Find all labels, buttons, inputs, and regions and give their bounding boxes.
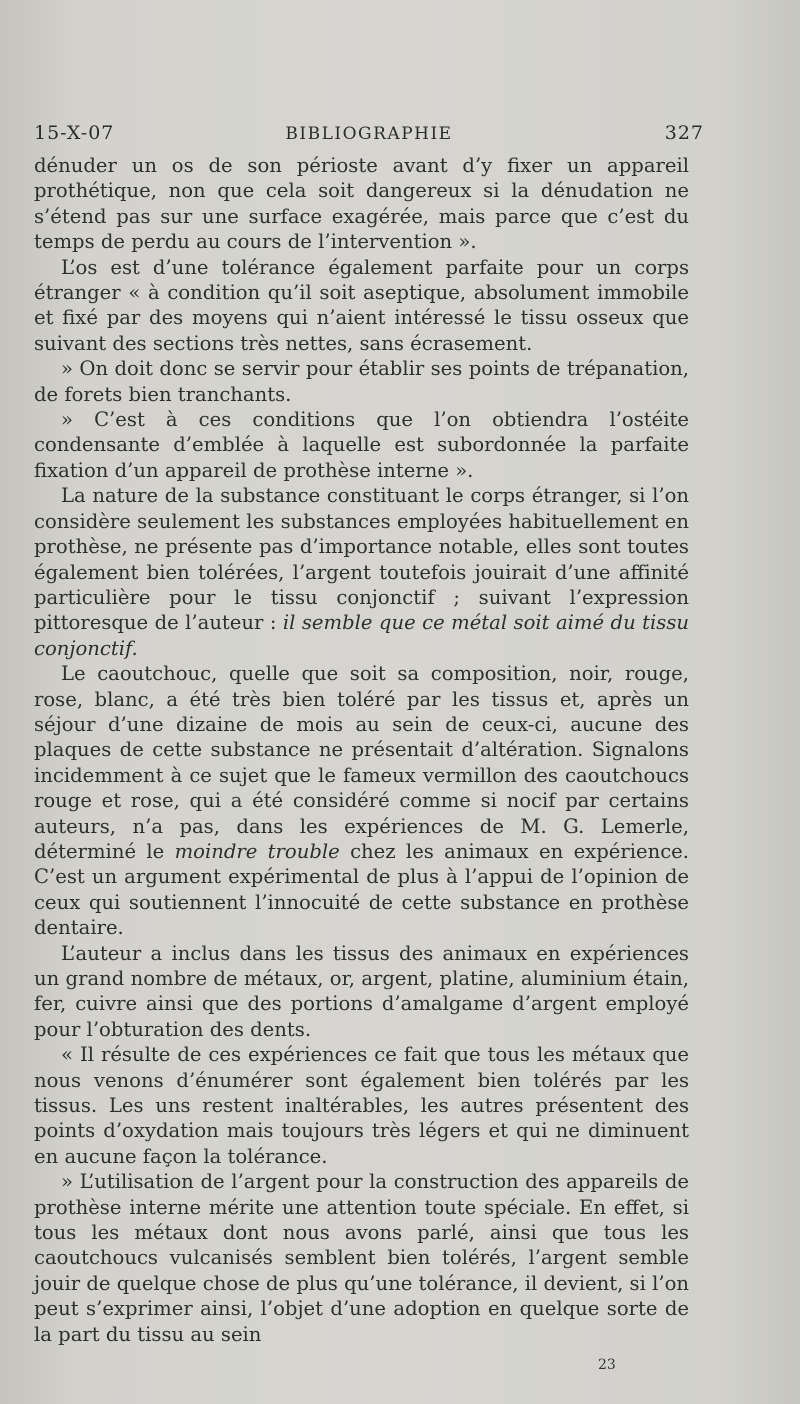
running-header xyxy=(34,122,704,148)
paragraph: » On doit donc se servir pour établir ses points de trépanation, de forets bien tranchants. xyxy=(34,357,689,406)
italic-quote: il semble que ce métal soit aimé du tissu conjonctif. xyxy=(34,611,690,660)
header-title: BIBLIOGRAPHIE xyxy=(285,124,453,144)
page-number: 327 xyxy=(664,122,704,144)
signature-mark: 23 xyxy=(598,1357,616,1373)
paragraph: L’os est d’une tolérance également parfaite pour un corps étranger « à condition qu’il soit aseptique, absolument immobile et fixé par des moyens qui n’aient intéressé le tissu osseux que suivant des sections très nettes, sans écrasement. xyxy=(34,255,689,355)
paragraph: « Il résulte de ces expériences ce fait que tous les métaux que nous venons d’énumérer sont également bien tolérés par les tissus. Les uns restent inaltérables, les autres présentent des points d’oxydation mais toujours très légers et qui ne diminuent en aucune façon la tolérance. xyxy=(34,1043,689,1168)
paragraph: La nature de la substance constituant le corps étranger, si l’on considère seulement les substances employées habituellement en prothèse, ne présente pas d’importance notable, elles sont toutes également bien tolérées, l’argent toutefois jouirait d’une affinité particulière pour le tissu conjonctif ; suivant l’expression pittoresque de l’auteur : il semble que ce métal soit aimé du tissu conjonctif. xyxy=(34,484,690,660)
italic-phrase: moindre trouble xyxy=(174,839,340,863)
paragraph: » C’est à ces conditions que l’on obtiendra l’ostéite condensante d’emblée à laquelle est subordonnée la parfaite fixation d’un appareil de prothèse interne ». xyxy=(34,408,689,482)
paragraph: L’auteur a inclus dans les tissus des animaux en expériences un grand nombre de métaux, or, argent, platine, aluminium étain, fer, cuivre ainsi que des portions d’amalgame d’argent employé pour l’obturation des dents. xyxy=(34,941,689,1041)
body-text xyxy=(34,153,689,1347)
paragraph: » L’utilisation de l’argent pour la construction des appareils de prothèse interne mérite une attention toute spéciale. En effet, si tous les métaux dont nous avons parlé, ainsi que tous les caoutchoucs vulcanisés semblent bien tolérés, l’argent semble jouir de quelque chose de plus qu’une tolérance, il devient, si l’on peut s’exprimer ainsi, l’objet d’une adoption en quelque sorte de la part du tissu au sein xyxy=(34,1170,689,1346)
paragraph: dénuder un os de son périoste avant d’y fixer un appareil prothétique, non que cela soit dangereux si la dénudation ne s’étend pas sur une surface exagérée, mais parce que c’est du temps de perdu au cours de l’intervention ». xyxy=(34,154,689,254)
header-date: 15-X-07 xyxy=(34,122,115,144)
paragraph: Le caoutchouc, quelle que soit sa composition, noir, rouge, rose, blanc, a été très bien toléré par les tissus et, après un séjour d’une dizaine de mois au sein de ceux-ci, aucune des plaques de cette substance ne présentait d’altération. Signalons incidemment à ce sujet que le fameux vermillon des caoutchoucs rouge et rose, qui a été considéré comme si nocif par certains auteurs, n’a pas, dans les expériences de M. G. Lemerle, déterminé le moindre trouble chez les animaux en expérience. C’est un argument expérimental de plus à l’appui de l’opinion de ceux qui soutiennent l’innocuité de cette substance en prothèse dentaire. xyxy=(34,662,689,940)
